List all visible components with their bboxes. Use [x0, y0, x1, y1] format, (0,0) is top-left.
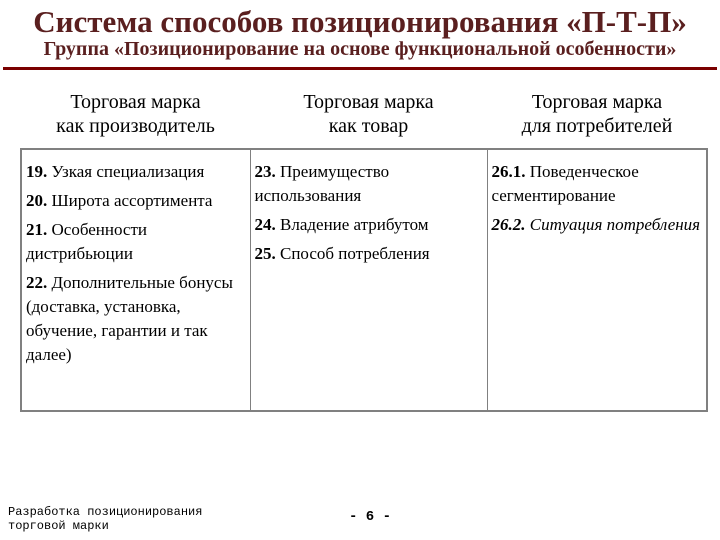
item-text: Владение атрибутом — [275, 215, 429, 234]
item-number: 22. — [26, 273, 48, 292]
column-header-product — [250, 84, 487, 149]
item-number: 21. — [26, 220, 48, 239]
item-text: Преимущество использования — [254, 162, 390, 205]
positioning-table — [20, 84, 708, 412]
header-line: Торговая марка — [531, 91, 663, 113]
producer-cell — [21, 149, 250, 411]
footer-caption-line: Разработка позиционирования — [8, 505, 203, 519]
header-line: для потребителей — [521, 115, 673, 137]
title-divider — [3, 67, 717, 70]
column-header-producer — [21, 84, 250, 149]
item-text: Узкая специализация — [47, 162, 205, 181]
item-text: Дополнительные бонусы (доставка, установка, обучение, гарантии и так далее) — [26, 273, 233, 364]
item-number: 26.1. — [491, 162, 526, 181]
list-item — [255, 160, 483, 208]
list-item — [26, 271, 246, 367]
consumers-cell — [487, 149, 707, 411]
item-text: Способ потребления — [275, 244, 430, 263]
header-line: как производитель — [56, 115, 215, 137]
footer-caption-line: торговой марки — [8, 519, 109, 533]
item-number: 26.2. — [491, 215, 526, 234]
item-number: 19. — [26, 162, 48, 181]
list-item — [26, 189, 246, 213]
list-item — [255, 213, 483, 237]
item-text: Ситуация потребления — [525, 215, 701, 234]
list-item — [26, 218, 246, 266]
list-item — [26, 160, 246, 184]
item-text: Особенности дистрибьюции — [26, 220, 147, 263]
item-text: Поведенческое сегментирование — [491, 162, 639, 205]
item-text: Широта ассортимента — [47, 191, 213, 210]
item-number: 20. — [26, 191, 48, 210]
page-number: - 6 - — [348, 509, 391, 525]
item-number: 23. — [254, 162, 276, 181]
list-item — [492, 160, 703, 208]
footer-caption — [8, 505, 228, 533]
table-header-row — [21, 84, 707, 149]
header-line: Торговая марка — [70, 91, 201, 113]
slide-title: Система способов позиционирования «П-Т-П» — [33, 4, 687, 39]
table-body-row — [21, 149, 707, 411]
list-item — [492, 213, 703, 237]
column-header-consumers — [487, 84, 707, 149]
item-number: 25. — [254, 244, 276, 263]
slide-subtitle: Группа «Позиционирование на основе функциональной особенности» — [43, 38, 677, 60]
product-cell — [250, 149, 487, 411]
list-item — [255, 242, 483, 266]
item-number: 24. — [254, 215, 276, 234]
header-line: Торговая марка — [303, 91, 434, 113]
header-line: как товар — [328, 115, 409, 137]
